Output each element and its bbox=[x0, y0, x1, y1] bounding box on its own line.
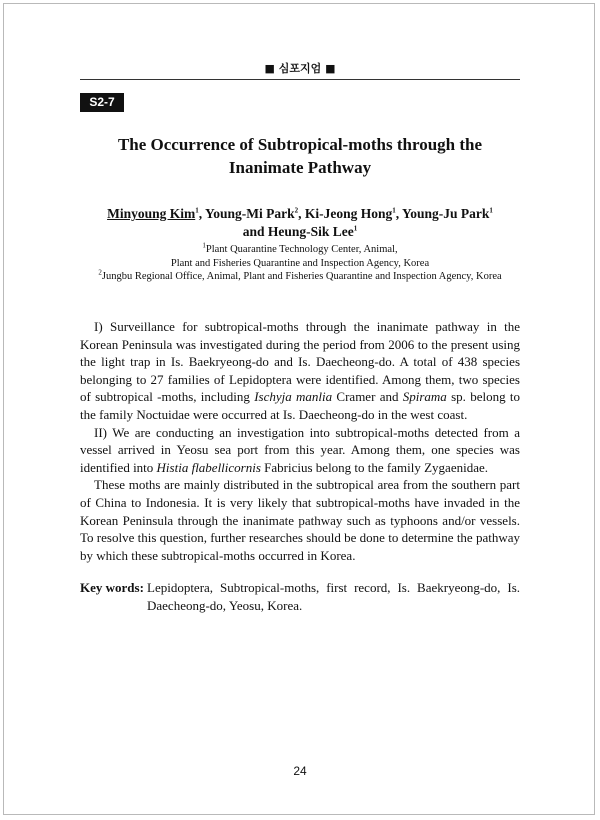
affiliation-mark: 2 bbox=[98, 268, 102, 277]
author-conjunction: and bbox=[242, 224, 268, 239]
abstract-text: sp. belong to the family Noctuidae were occurred at Is. Daecheong-do in the west coast. bbox=[80, 389, 520, 422]
affiliation-2 bbox=[60, 270, 540, 284]
author-name: Young-Mi Park bbox=[204, 206, 295, 221]
paper-title bbox=[80, 133, 520, 179]
author-affiliation-mark: 2 bbox=[294, 206, 299, 215]
abstract-text: Cramer and bbox=[332, 389, 403, 405]
running-header: ■ 심포지엄 ■ bbox=[264, 62, 336, 75]
author-affiliation-mark: 1 bbox=[195, 206, 199, 215]
species-name: Ischyja manlia bbox=[254, 389, 333, 405]
author-affiliation-mark: 1 bbox=[489, 206, 493, 215]
affiliation-mark: 1 bbox=[202, 241, 206, 250]
abstract-paragraph-1 bbox=[80, 318, 520, 424]
abstract-text: II) We are conducting an investigation into subtropical-moths detected from a vessel arrived in Yeosu sea port from this year. Among them, one species was identified into bbox=[80, 424, 520, 475]
abstract-text: Fabricius belong to the family Zygaenidae. bbox=[260, 459, 488, 475]
session-badge: S2-7 bbox=[80, 93, 124, 112]
author-name: Minyoung Kim bbox=[107, 206, 196, 221]
abstract-paragraph-3: These moths are mainly distributed in the subtropical area from the southern part of China to Indonesia. It is very likely that subtropical-moths have invaded in the Korean Peninsula through the inanimate pathway such as typhoons and/or vessels. To resolve this question, further researches should be done to determine the pathway by which these subtropical-moths occurred in Korea. bbox=[80, 477, 520, 563]
authors-line-2 bbox=[80, 223, 520, 241]
species-name: Spirama bbox=[402, 389, 447, 405]
title-line-1: The Occurrence of Subtropical-moths through the bbox=[117, 135, 483, 154]
header-rule bbox=[80, 79, 520, 80]
abstract-body bbox=[80, 318, 520, 564]
affiliation-text: Jungbu Regional Office, Animal, Plant and Fisheries Quarantine and Inspection Agency, Korea bbox=[101, 271, 502, 282]
affiliation-1-line-1 bbox=[60, 243, 540, 257]
title-line-2: Inanimate Pathway bbox=[228, 158, 372, 177]
author-name: Ki-Jeong Hong bbox=[304, 206, 393, 221]
keywords-label: Key words: bbox=[80, 580, 144, 595]
affiliation-text: Plant Quarantine Technology Center, Animal, bbox=[205, 244, 398, 255]
keywords-text: Lepidoptera, Subtropical-moths, first record, Is. Baekryeong-do, Is. Daecheong-do, Yeosu, Korea. bbox=[147, 580, 520, 613]
author-affiliation-mark: 1 bbox=[392, 206, 396, 215]
abstract-paragraph-2 bbox=[80, 424, 520, 477]
affiliation-1-line-2: Plant and Fisheries Quarantine and Inspection Agency, Korea bbox=[170, 257, 430, 269]
author-affiliation-mark: 1 bbox=[353, 224, 358, 233]
authors-line-1 bbox=[80, 205, 520, 223]
author-list bbox=[80, 205, 520, 241]
author-separator: , bbox=[198, 206, 205, 221]
abstract-text: I) Surveillance for subtropical-moths through the inanimate pathway in the Korean Peninsula was investigated during the period from 2006 to the present using the light trap in Is. Baekryeong-do and Is. Daecheong-do. A total of 438 species belonging to 27 families of Lepidoptera were identified. Among them, two species of subtropical -moths, including bbox=[80, 319, 520, 405]
page-number: 24 bbox=[293, 764, 307, 778]
author-separator: , bbox=[395, 206, 402, 221]
species-name: Histia flabellicornis bbox=[156, 459, 261, 475]
author-name: Young-Ju Park bbox=[402, 206, 490, 221]
affiliations bbox=[60, 243, 540, 284]
author-separator: , bbox=[298, 206, 305, 221]
author-name: Heung-Sik Lee bbox=[267, 224, 354, 239]
